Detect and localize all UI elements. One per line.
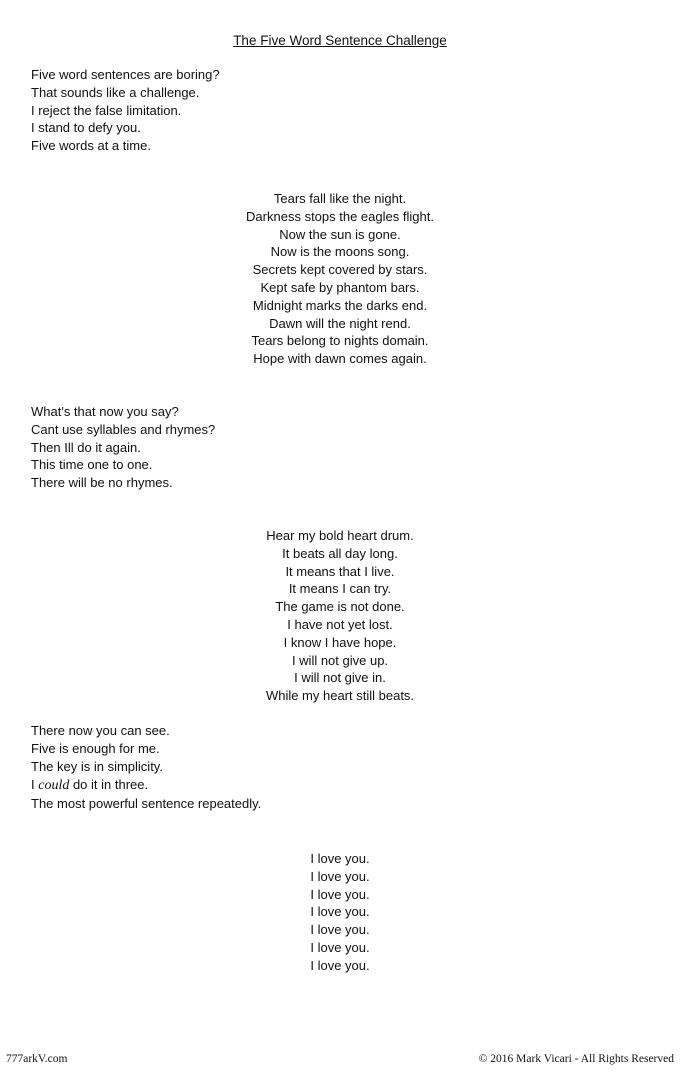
poem-line: I have not yet lost. <box>287 616 393 632</box>
line-suffix: do it in three. <box>69 777 149 793</box>
poem-line: I love you. <box>310 904 370 920</box>
poem-line: Now is the moons song. <box>270 244 410 260</box>
poem-line: The key is in simplicity. <box>31 758 163 774</box>
poem-line: It beats all day long. <box>282 545 398 561</box>
poem-line: While my heart still beats. <box>265 688 415 704</box>
footer-copyright: © 2016 Mark Vicari - All Rights Reserved <box>478 1053 674 1065</box>
poem-line: That sounds like a challenge. <box>31 84 200 100</box>
poem-line: The game is not done. <box>275 599 405 615</box>
poem-line: Hope with dawn comes again. <box>253 351 427 367</box>
poem-line: It means that I live. <box>285 563 395 579</box>
poem-line: There now you can see. <box>31 723 170 738</box>
stanza-4 <box>0 527 680 705</box>
poem-line: Five is enough for me. <box>31 740 160 756</box>
poem-line: Tears belong to nights domain. <box>251 333 429 349</box>
poem-line: It means I can try. <box>288 581 392 597</box>
poem-line: Cant use syllables and rhymes? <box>31 421 216 437</box>
poem-line: I stand to defy you. <box>31 120 141 136</box>
poem-line: Hear my bold heart drum. <box>266 528 414 543</box>
poem-line: I know I have hope. <box>283 634 397 650</box>
poem-line: I love you. <box>310 939 370 955</box>
poem-line: Kept safe by phantom bars. <box>260 279 420 295</box>
poem-line: Then Ill do it again. <box>31 439 141 455</box>
poem-line: What's that now you say? <box>31 404 179 419</box>
poem-line: Darkness stops the eagles flight. <box>246 208 434 224</box>
poem-line: I love you. <box>310 886 370 902</box>
poem-line: I love you. <box>310 851 370 866</box>
poem-line: Tears fall like the night. <box>273 191 407 206</box>
poem-line <box>31 775 261 795</box>
stanza-2 <box>0 190 680 368</box>
stanza-1 <box>31 66 220 155</box>
poem-line: I love you. <box>310 957 370 973</box>
stanza-5 <box>31 722 261 813</box>
poem-line: Now the sun is gone. <box>279 226 401 242</box>
stanza-3 <box>31 403 215 492</box>
footer-website: 777arkV.com <box>6 1053 68 1065</box>
poem-line: I love you. <box>310 868 370 884</box>
poem-line: Midnight marks the darks end. <box>252 297 428 313</box>
poem-line: The most powerful sentence repeatedly. <box>31 796 262 812</box>
poem-line: Five words at a time. <box>31 138 151 154</box>
poem-line: I love you. <box>310 922 370 938</box>
poem-line: I will not give up. <box>291 652 389 668</box>
stanza-6 <box>0 850 680 975</box>
poem-line: Five word sentences are boring? <box>31 67 220 82</box>
emphasized-word: could <box>38 778 70 794</box>
poem-line: There will be no rhymes. <box>31 475 173 491</box>
line-prefix: I <box>31 777 39 793</box>
poem-line: I reject the false limitation. <box>31 102 182 118</box>
poem-title: The Five Word Sentence Challenge <box>233 33 447 48</box>
poem-line: Dawn will the night rend. <box>269 315 411 331</box>
poem-line: Secrets kept covered by stars. <box>252 262 428 278</box>
poem-line: I will not give in. <box>294 670 386 686</box>
poem-line: This time one to one. <box>31 457 153 473</box>
